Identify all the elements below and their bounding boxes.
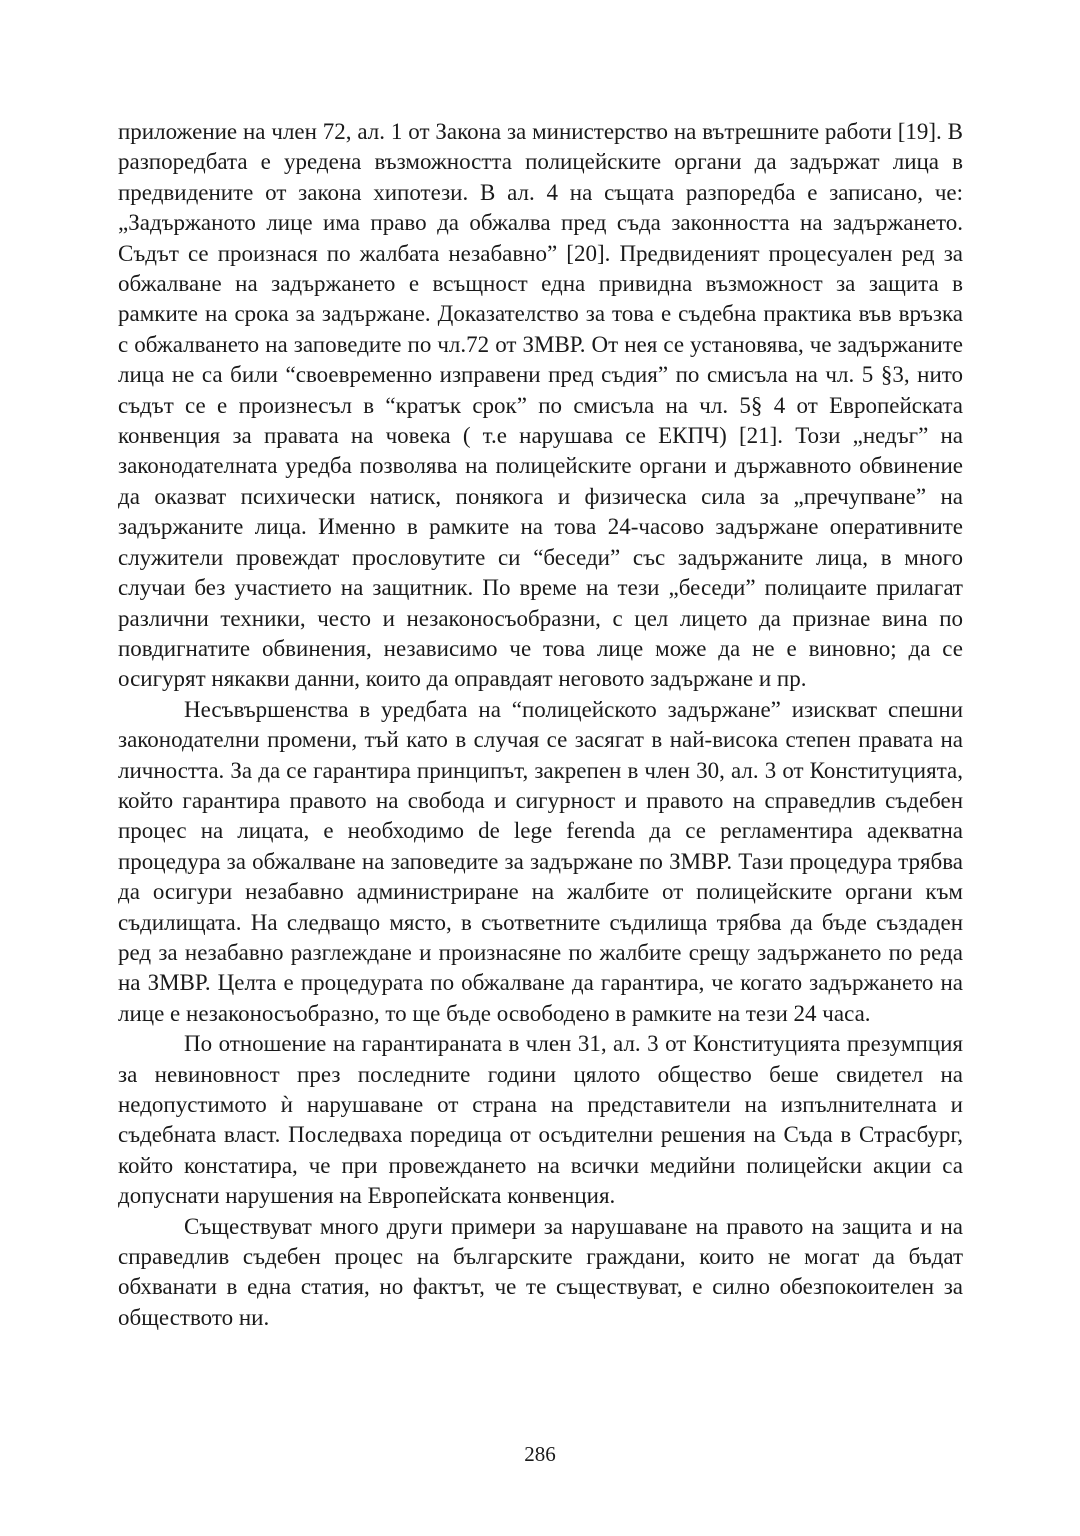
paragraph-continuation: приложение на член 72, ал. 1 от Закона за министерство на вътрешните работи [19]. В разпоредбата е уредена възможността полицейските органи да задържат лица в предвидените от закона хипотези. В ал. 4 на същата разпоредба е записано, че: „Задържаното лице има право да обжалва пред съда законността на задържането. Съдът се произнася по жалбата незабавно” [20]. Предвиденият процесуален ред за обжалване на задържането е всъщност една привидна възможност за защита в рамките на срока за задържане. Доказателство за това е съдебна практика във връзка с обжалването на заповедите по чл.72 от ЗМВР. От нея се установява, че задържаните лица не са били “своевременно изправени пред съдия” по смисъла на чл. 5 §3, нито съдът се е произнесъл в “кратък срок” по смисъла на чл. 5§ 4 от Европейската конвенция за правата на човека ( т.е нарушава се ЕКПЧ) [21]. Този „недъг” на законодателната уредба позволява на полицейските органи и държавното обвинение да оказват психически натиск, понякога и физическа сила за „пречупване” на задържаните лица. Именно в рамките на това 24-часово задържане оперативните служители провеждат прословутите си “беседи” със задържаните лица, в много случаи без участието на защитник. По време на тези „беседи” полицаите прилагат различни техники, често и незаконосъобразни, с цел лицето да признае вина по повдигнатите обвинения, независимо че това лице може да не е виновно; да се осигурят някакви данни, които да оправдаят неговото задържане и пр. [118, 119, 963, 692]
body-text [118, 117, 963, 1333]
page-number: 286 [524, 1442, 556, 1466]
paragraph-conclusion: Съществуват много други примери за нарушаване на правото на защита и на справедлив съдебен процес на българските граждани, които не могат да бъдат обхванати в една статия, но фактът, че те съществуват, е силно обезпокоителен за обществото ни. [118, 1213, 963, 1330]
paragraph-detention-reform: Несъвършенства в уредбата на “полицейското задържане” изискват спешни законодателни промени, тъй като в случая се засягат в най-висока степен правата на личността. За да се гарантира принципът, закрепен в член 30, ал. 3 от Конституцията, който гарантира правото на свобода и сигурност и правото на справедлив съдебен процес на лицата, е необходимо de lege ferenda да се регламентира адекватна процедура за обжалване на заповедите за задържане по ЗМВР. Тази процедура трябва да осигури незабавно администриране на жалбите от полицейските органи към съдилищата. На следващо място, в съответните съдилища трябва да бъде създаден ред за незабавно разглеждане и произнасяне по жалбите срещу задържането по реда на ЗМВР. Целта е процедурата по обжалване да гарантира, че когато задържането на лице е незаконосъобразно, то ще бъде освободено в рамките на тези 24 часа. [118, 696, 963, 1026]
paragraph-presumption-of-innocence: По отношение на гарантираната в член 31, ал. 3 от Конституцията презумпция за невиновност през последните години цялото общество беше свидетел на недопустимото ѝ нарушаване от страна на представители на изпълнителната и съдебната власт. Последваха поредица от осъдителни решения на Съда в Страсбург, който констатира, че при провеждането на всички медийни полицейски акции са допуснати нарушения на Европейската конвенция. [118, 1031, 963, 1209]
